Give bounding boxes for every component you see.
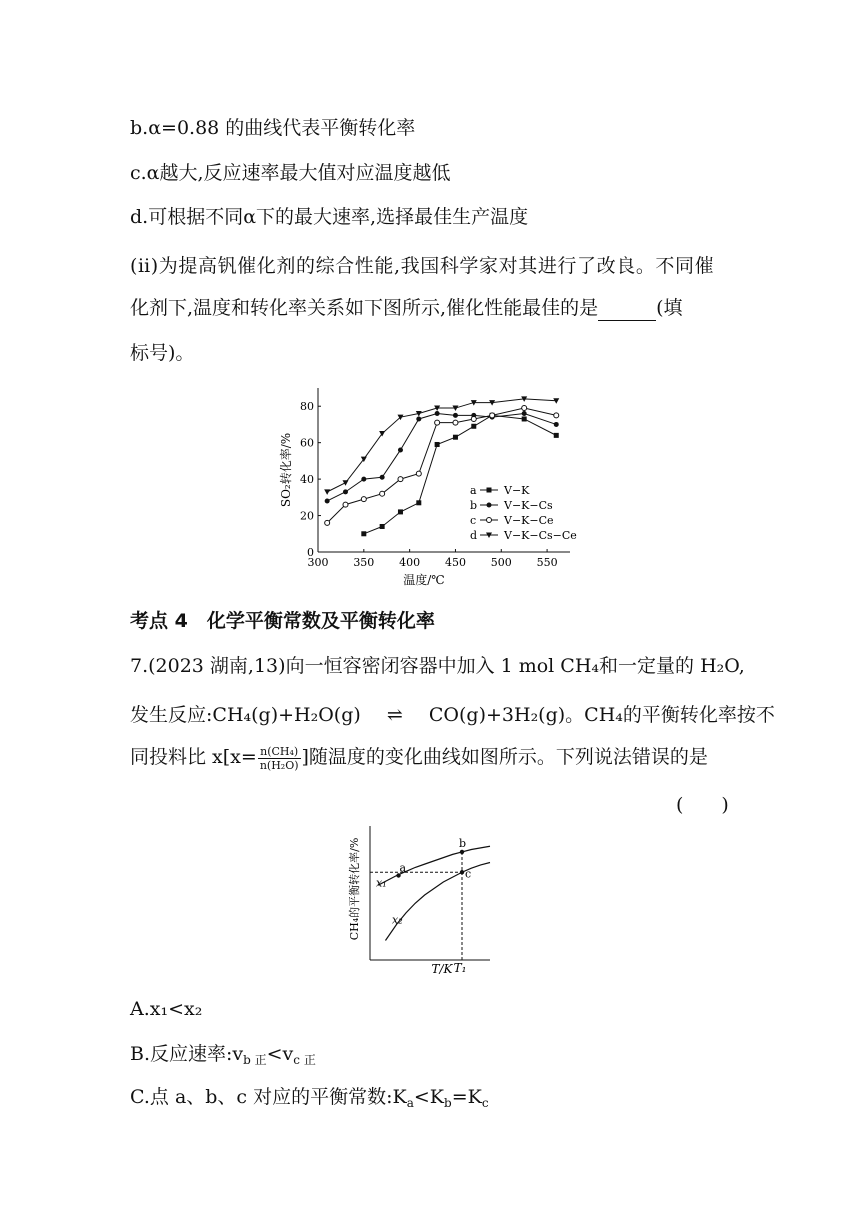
- data-point: [487, 503, 492, 508]
- data-point: [325, 520, 330, 525]
- data-point: [398, 477, 403, 482]
- q7-ratio-prefix: 同投料比 x[x=: [130, 746, 257, 768]
- data-point: [380, 491, 385, 496]
- option-c-eq: =K: [451, 1086, 482, 1108]
- data-point: [343, 489, 348, 494]
- data-point: [398, 509, 403, 514]
- data-point: [453, 413, 458, 418]
- tick-label-T1: T₁: [453, 961, 467, 975]
- data-point: [435, 420, 440, 425]
- option-b-prefix: B.反应速率:v: [130, 1043, 244, 1065]
- data-point: [471, 424, 476, 429]
- data-point: [361, 477, 366, 482]
- section-heading: 考点 4 化学平衡常数及平衡转化率: [130, 610, 435, 632]
- ch4-conversion-chart: [340, 820, 510, 980]
- data-point: [487, 488, 492, 493]
- curve-x1: [378, 846, 490, 885]
- legend-label-d: V−K−Cs−Ce: [504, 529, 577, 542]
- data-point: [471, 416, 476, 421]
- y-axis-label: SO₂转化率/%: [279, 432, 293, 508]
- curve-label-x1: x₁: [376, 876, 387, 890]
- data-point: [522, 411, 527, 416]
- data-point: [490, 413, 495, 418]
- q7-reaction-left: 发生反应:CH₄(g)+H₂O(g): [130, 704, 361, 726]
- equilibrium-arrow: ⇌: [386, 704, 403, 726]
- data-point: [435, 411, 440, 416]
- option-c: [130, 1084, 489, 1116]
- data-point: [342, 480, 348, 486]
- y-tick-label: 80: [300, 400, 314, 414]
- x-tick-label: 350: [353, 556, 375, 569]
- legend-key-d: d: [470, 529, 478, 542]
- x-tick-label: 550: [536, 556, 558, 569]
- legend-key-b: b: [470, 499, 478, 512]
- option-b-mid: <v: [266, 1043, 294, 1065]
- q7-ratio-suffix: ]随温度的变化曲线如图所示。下列说法错误的是: [301, 746, 708, 768]
- so2-conversion-chart: [270, 376, 600, 596]
- legend-label-c: V−K−Ce: [504, 514, 554, 527]
- question-ii-line1: (ⅱ)为提高钒催化剂的综合性能,我国科学家对其进行了改良。不同催: [130, 255, 715, 277]
- option-b-text: b.α=0.88 的曲线代表平衡转化率: [130, 117, 416, 139]
- option-a: A.x₁<x₂: [130, 998, 203, 1020]
- point-b: [460, 850, 464, 854]
- option-d-text: d.可根据不同α下的最大速率,选择最佳生产温度: [130, 206, 529, 228]
- option-c-prefix: C.点 a、b、c 对应的平衡常数:K: [130, 1086, 407, 1108]
- data-point: [416, 500, 421, 505]
- question-ii-line2: [130, 295, 683, 321]
- point-label-a: a: [399, 861, 407, 875]
- answer-parentheses: ( ): [676, 794, 729, 816]
- x-tick-label: 450: [444, 556, 466, 569]
- option-b-sub2: c 正: [293, 1053, 316, 1067]
- legend-label-b: V−K−Cs: [504, 499, 553, 512]
- data-point: [416, 416, 421, 421]
- fraction-numerator: n(CH₄): [258, 745, 301, 759]
- y-tick-label: 60: [300, 436, 314, 450]
- data-point: [416, 471, 421, 476]
- point-label-b: b: [459, 836, 467, 850]
- option-b-sub1: b 正: [243, 1053, 267, 1067]
- option-b: [130, 1041, 316, 1073]
- data-point: [453, 435, 458, 440]
- data-point: [435, 442, 440, 447]
- q7-reaction-right: CO(g)+3H₂(g)。CH₄的平衡转化率按不: [428, 704, 775, 726]
- data-point: [522, 416, 527, 421]
- y-tick-label: 0: [307, 546, 314, 559]
- option-c-text: c.α越大,反应速率最大值对应温度越低: [130, 162, 451, 184]
- y-tick-label: 20: [300, 509, 314, 523]
- data-point: [343, 502, 348, 507]
- legend-key-a: a: [470, 484, 477, 497]
- x-tick-label: 400: [399, 556, 421, 569]
- legend-key-c: c: [470, 514, 477, 527]
- data-point: [325, 498, 330, 503]
- x-tick-label: 500: [490, 556, 512, 569]
- data-point: [522, 406, 527, 411]
- data-point: [361, 497, 366, 502]
- point-c: [460, 870, 464, 874]
- curve-label-x2: x₂: [392, 913, 403, 927]
- option-c-sub-c: c: [481, 1096, 489, 1110]
- data-point: [554, 422, 559, 427]
- data-point: [554, 433, 559, 438]
- x-tick-label: 300: [307, 556, 329, 569]
- question-ii-line3: 标号)。: [130, 342, 195, 364]
- data-point: [453, 420, 458, 425]
- point-label-c: c: [465, 867, 472, 881]
- option-c-sub-b: b: [444, 1096, 452, 1110]
- data-point: [398, 447, 403, 452]
- x-axis-label: T/K: [431, 962, 453, 976]
- data-point: [380, 475, 385, 480]
- q7-line3: [130, 744, 708, 772]
- legend-label-a: V−K: [504, 484, 530, 497]
- data-point: [487, 518, 492, 523]
- option-c-sub-a: a: [406, 1096, 414, 1110]
- question-ii-fill-note: (填: [656, 297, 683, 319]
- y-axis-label: CH₄的平衡转化率/%: [348, 837, 361, 941]
- ratio-fraction: [258, 745, 301, 772]
- answer-blank[interactable]: [598, 300, 656, 321]
- data-point: [324, 489, 330, 495]
- q7-line2: [130, 702, 775, 728]
- data-point: [554, 413, 559, 418]
- option-c-lt: <K: [413, 1086, 444, 1108]
- data-point: [361, 531, 366, 536]
- question-ii-text: 化剂下,温度和转化率关系如下图所示,催化性能最佳的是: [130, 297, 599, 319]
- data-point: [380, 524, 385, 529]
- fraction-denominator: n(H₂O): [259, 758, 299, 772]
- q7-line1: 7.(2023 湖南,13)向一恒容密闭容器中加入 1 mol CH₄和一定量的 H₂O,: [130, 655, 745, 677]
- x-axis-label: 温度/℃: [403, 573, 445, 587]
- y-tick-label: 40: [300, 473, 314, 487]
